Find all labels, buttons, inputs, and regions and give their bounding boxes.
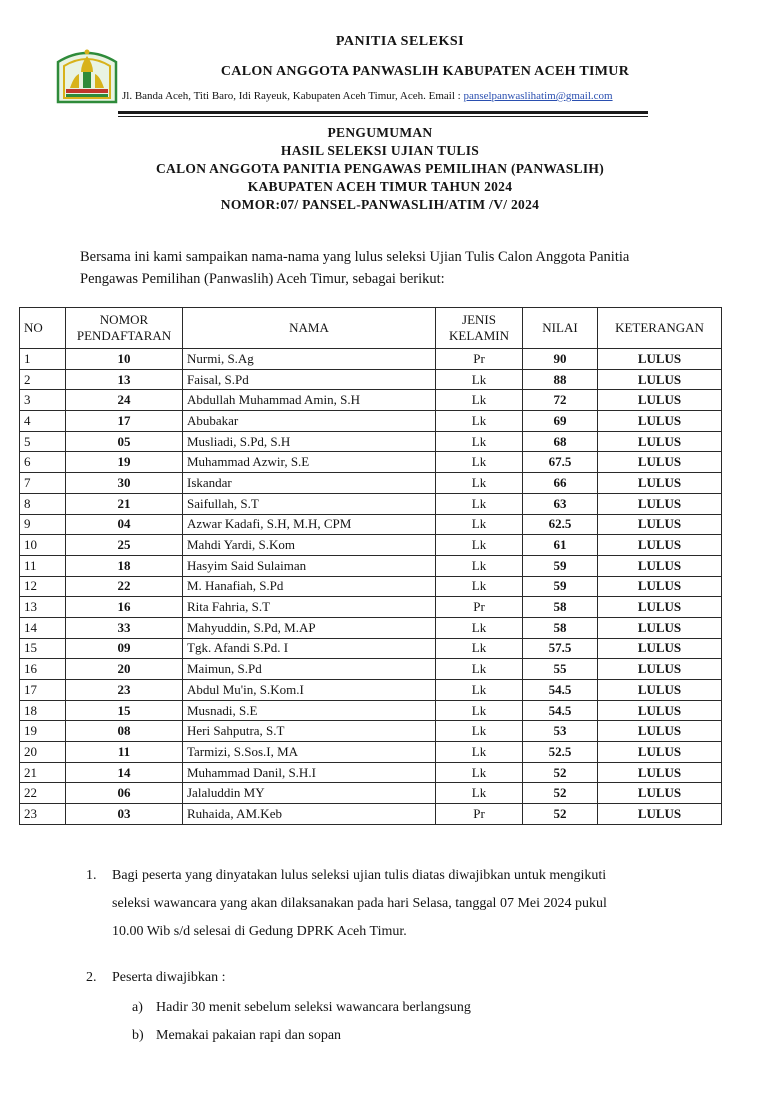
cell-no: 6 bbox=[20, 452, 66, 473]
table-row bbox=[20, 514, 722, 535]
cell-name: Tarmizi, S.Sos.I, MA bbox=[183, 742, 436, 763]
cell-gender: Lk bbox=[436, 576, 523, 597]
cell-score: 52.5 bbox=[523, 742, 598, 763]
cell-note: LULUS bbox=[598, 597, 722, 618]
cell-name: Hasyim Said Sulaiman bbox=[183, 555, 436, 576]
cell-name: Muhammad Danil, S.H.I bbox=[183, 762, 436, 783]
title-line4: KABUPATEN ACEH TIMUR TAHUN 2024 bbox=[247, 179, 513, 194]
cell-note: LULUS bbox=[598, 390, 722, 411]
cell-no: 5 bbox=[20, 431, 66, 452]
cell-gender: Lk bbox=[436, 638, 523, 659]
cell-gender: Lk bbox=[436, 555, 523, 576]
cell-score: 54.5 bbox=[523, 680, 598, 701]
cell-gender: Lk bbox=[436, 659, 523, 680]
cell-score: 66 bbox=[523, 473, 598, 494]
header-registration bbox=[66, 308, 183, 349]
header-no: NO bbox=[20, 308, 66, 349]
cell-registration: 33 bbox=[66, 617, 183, 638]
cell-gender: Lk bbox=[436, 452, 523, 473]
cell-score: 55 bbox=[523, 659, 598, 680]
cell-no: 14 bbox=[20, 617, 66, 638]
cell-name: Muhammad Azwir, S.E bbox=[183, 452, 436, 473]
cell-score: 54.5 bbox=[523, 700, 598, 721]
note-item-2 bbox=[86, 970, 226, 986]
cell-note: LULUS bbox=[598, 680, 722, 701]
cell-gender: Lk bbox=[436, 762, 523, 783]
cell-score: 57.5 bbox=[523, 638, 598, 659]
table-row bbox=[20, 390, 722, 411]
cell-note: LULUS bbox=[598, 369, 722, 390]
cell-name: Azwar Kadafi, S.H, M.H, CPM bbox=[183, 514, 436, 535]
table-row bbox=[20, 804, 722, 825]
sub-b-text: Memakai pakaian rapi dan sopan bbox=[156, 1028, 342, 1043]
cell-score: 68 bbox=[523, 431, 598, 452]
cell-registration: 08 bbox=[66, 721, 183, 742]
note-1-number: 1. bbox=[86, 868, 97, 883]
cell-note: LULUS bbox=[598, 349, 722, 370]
cell-registration: 16 bbox=[66, 597, 183, 618]
cell-score: 58 bbox=[523, 617, 598, 638]
cell-note: LULUS bbox=[598, 411, 722, 432]
cell-registration: 03 bbox=[66, 804, 183, 825]
cell-score: 72 bbox=[523, 390, 598, 411]
title-line1: PENGUMUMAN bbox=[327, 125, 433, 140]
cell-name: Abdul Mu'in, S.Kom.I bbox=[183, 680, 436, 701]
title-line5: NOMOR:07/ PANSEL-PANWASLIH/ATIM /V/ 2024 bbox=[220, 197, 540, 212]
cell-score: 52 bbox=[523, 804, 598, 825]
cell-registration: 10 bbox=[66, 349, 183, 370]
table-row bbox=[20, 597, 722, 618]
cell-registration: 20 bbox=[66, 659, 183, 680]
title-line3: CALON ANGGOTA PANITIA PENGAWAS PEMILIHAN (PANWASLIH) bbox=[155, 161, 605, 176]
table-row bbox=[20, 617, 722, 638]
cell-score: 61 bbox=[523, 535, 598, 556]
cell-no: 12 bbox=[20, 576, 66, 597]
cell-score: 62.5 bbox=[523, 514, 598, 535]
cell-score: 59 bbox=[523, 555, 598, 576]
cell-registration: 17 bbox=[66, 411, 183, 432]
cell-score: 58 bbox=[523, 597, 598, 618]
cell-registration: 18 bbox=[66, 555, 183, 576]
cell-score: 53 bbox=[523, 721, 598, 742]
cell-no: 20 bbox=[20, 742, 66, 763]
table-row bbox=[20, 493, 722, 514]
cell-gender: Lk bbox=[436, 473, 523, 494]
address-text: Jl. Banda Aceh, Titi Baro, Idi Rayeuk, Kabupaten Aceh Timur, Aceh. Email : bbox=[122, 90, 464, 102]
cell-gender: Lk bbox=[436, 680, 523, 701]
cell-no: 3 bbox=[20, 390, 66, 411]
note-1-text bbox=[112, 862, 706, 946]
cell-note: LULUS bbox=[598, 783, 722, 804]
cell-note: LULUS bbox=[598, 638, 722, 659]
cell-note: LULUS bbox=[598, 473, 722, 494]
cell-note: LULUS bbox=[598, 576, 722, 597]
table-row bbox=[20, 369, 722, 390]
cell-name: M. Hanafiah, S.Pd bbox=[183, 576, 436, 597]
cell-gender: Pr bbox=[436, 349, 523, 370]
intro-paragraph bbox=[80, 246, 700, 290]
cell-note: LULUS bbox=[598, 555, 722, 576]
announcement-title bbox=[0, 124, 760, 214]
cell-score: 67.5 bbox=[523, 452, 598, 473]
cell-name: Iskandar bbox=[183, 473, 436, 494]
table-row bbox=[20, 576, 722, 597]
cell-gender: Pr bbox=[436, 804, 523, 825]
letterhead-address bbox=[122, 90, 613, 102]
cell-no: 23 bbox=[20, 804, 66, 825]
cell-no: 8 bbox=[20, 493, 66, 514]
cell-gender: Pr bbox=[436, 597, 523, 618]
note-1-line2: seleksi wawancara yang akan dilaksanakan pada hari Selasa, tanggal 07 Mei 2024 pukul bbox=[112, 896, 607, 911]
cell-score: 90 bbox=[523, 349, 598, 370]
header-score: NILAI bbox=[523, 308, 598, 349]
cell-registration: 21 bbox=[66, 493, 183, 514]
cell-name: Ruhaida, AM.Keb bbox=[183, 804, 436, 825]
table-row bbox=[20, 638, 722, 659]
cell-note: LULUS bbox=[598, 742, 722, 763]
cell-no: 9 bbox=[20, 514, 66, 535]
note-2-sub-a bbox=[132, 1000, 471, 1016]
header-registration-line2: PENDAFTARAN bbox=[76, 328, 172, 343]
cell-name: Heri Sahputra, S.T bbox=[183, 721, 436, 742]
cell-gender: Lk bbox=[436, 390, 523, 411]
cell-note: LULUS bbox=[598, 659, 722, 680]
cell-registration: 04 bbox=[66, 514, 183, 535]
cell-no: 10 bbox=[20, 535, 66, 556]
cell-note: LULUS bbox=[598, 617, 722, 638]
results-table bbox=[19, 307, 722, 825]
table-row bbox=[20, 659, 722, 680]
cell-no: 15 bbox=[20, 638, 66, 659]
table-row bbox=[20, 680, 722, 701]
header-gender bbox=[436, 308, 523, 349]
cell-gender: Lk bbox=[436, 721, 523, 742]
cell-registration: 09 bbox=[66, 638, 183, 659]
cell-name: Saifullah, S.T bbox=[183, 493, 436, 514]
table-row bbox=[20, 700, 722, 721]
cell-note: LULUS bbox=[598, 493, 722, 514]
results-table-body bbox=[20, 349, 722, 825]
cell-score: 52 bbox=[523, 783, 598, 804]
table-row bbox=[20, 535, 722, 556]
letterhead-rule-thin bbox=[118, 116, 648, 117]
cell-no: 21 bbox=[20, 762, 66, 783]
email-link[interactable]: panselpanwaslihatim@gmail.com bbox=[463, 90, 613, 102]
table-row bbox=[20, 431, 722, 452]
table-row bbox=[20, 452, 722, 473]
cell-gender: Lk bbox=[436, 514, 523, 535]
cell-name: Musliadi, S.Pd, S.H bbox=[183, 431, 436, 452]
cell-no: 16 bbox=[20, 659, 66, 680]
cell-note: LULUS bbox=[598, 535, 722, 556]
cell-note: LULUS bbox=[598, 762, 722, 783]
table-row bbox=[20, 762, 722, 783]
cell-no: 2 bbox=[20, 369, 66, 390]
table-row bbox=[20, 555, 722, 576]
cell-no: 19 bbox=[20, 721, 66, 742]
letterhead-rule-thick bbox=[118, 111, 648, 114]
header-name: NAMA bbox=[183, 308, 436, 349]
cell-no: 22 bbox=[20, 783, 66, 804]
cell-note: LULUS bbox=[598, 514, 722, 535]
cell-name: Faisal, S.Pd bbox=[183, 369, 436, 390]
note-2-number: 2. bbox=[86, 970, 97, 985]
cell-name: Maimun, S.Pd bbox=[183, 659, 436, 680]
cell-no: 1 bbox=[20, 349, 66, 370]
cell-gender: Lk bbox=[436, 369, 523, 390]
cell-name: Abdullah Muhammad Amin, S.H bbox=[183, 390, 436, 411]
header-gender-line1: JENIS bbox=[462, 312, 496, 327]
note-2-sub-b bbox=[132, 1028, 341, 1044]
table-row bbox=[20, 473, 722, 494]
table-row bbox=[20, 411, 722, 432]
org-title-line1: PANITIA SELEKSI bbox=[335, 34, 465, 49]
cell-name: Abubakar bbox=[183, 411, 436, 432]
note-1-line3: 10.00 Wib s/d selesai di Gedung DPRK Aceh Timur. bbox=[112, 924, 407, 939]
cell-name: Mahyuddin, S.Pd, M.AP bbox=[183, 617, 436, 638]
cell-no: 17 bbox=[20, 680, 66, 701]
table-row bbox=[20, 742, 722, 763]
intro-line2: Pengawas Pemilihan (Panwaslih) Aceh Timur, sebagai berikut: bbox=[80, 271, 445, 287]
cell-note: LULUS bbox=[598, 700, 722, 721]
cell-no: 4 bbox=[20, 411, 66, 432]
table-row bbox=[20, 783, 722, 804]
table-row bbox=[20, 349, 722, 370]
sub-a-label: a) bbox=[132, 1000, 143, 1015]
cell-registration: 06 bbox=[66, 783, 183, 804]
cell-registration: 22 bbox=[66, 576, 183, 597]
cell-note: LULUS bbox=[598, 721, 722, 742]
header-registration-line1: NOMOR bbox=[99, 312, 149, 327]
note-1-line1: Bagi peserta yang dinyatakan lulus seleksi ujian tulis diatas diwajibkan untuk mengikuti bbox=[112, 868, 607, 883]
cell-score: 59 bbox=[523, 576, 598, 597]
cell-no: 11 bbox=[20, 555, 66, 576]
cell-registration: 14 bbox=[66, 762, 183, 783]
cell-gender: Lk bbox=[436, 617, 523, 638]
cell-score: 63 bbox=[523, 493, 598, 514]
cell-note: LULUS bbox=[598, 804, 722, 825]
cell-score: 69 bbox=[523, 411, 598, 432]
cell-gender: Lk bbox=[436, 783, 523, 804]
cell-name: Tgk. Afandi S.Pd. I bbox=[183, 638, 436, 659]
cell-gender: Lk bbox=[436, 742, 523, 763]
cell-registration: 15 bbox=[66, 700, 183, 721]
table-row bbox=[20, 721, 722, 742]
cell-note: LULUS bbox=[598, 431, 722, 452]
cell-name: Nurmi, S.Ag bbox=[183, 349, 436, 370]
cell-gender: Lk bbox=[436, 411, 523, 432]
cell-registration: 13 bbox=[66, 369, 183, 390]
cell-score: 88 bbox=[523, 369, 598, 390]
cell-name: Musnadi, S.E bbox=[183, 700, 436, 721]
cell-registration: 23 bbox=[66, 680, 183, 701]
table-header-row bbox=[20, 308, 722, 349]
cell-registration: 30 bbox=[66, 473, 183, 494]
cell-name: Rita Fahria, S.T bbox=[183, 597, 436, 618]
header-gender-line2: KELAMIN bbox=[449, 328, 509, 343]
cell-gender: Lk bbox=[436, 431, 523, 452]
cell-registration: 24 bbox=[66, 390, 183, 411]
cell-name: Mahdi Yardi, S.Kom bbox=[183, 535, 436, 556]
cell-registration: 11 bbox=[66, 742, 183, 763]
note-item-1 bbox=[86, 862, 706, 946]
cell-registration: 05 bbox=[66, 431, 183, 452]
cell-registration: 25 bbox=[66, 535, 183, 556]
cell-gender: Lk bbox=[436, 493, 523, 514]
header-note: KETERANGAN bbox=[598, 308, 722, 349]
cell-registration: 19 bbox=[66, 452, 183, 473]
cell-gender: Lk bbox=[436, 535, 523, 556]
cell-no: 18 bbox=[20, 700, 66, 721]
cell-no: 7 bbox=[20, 473, 66, 494]
intro-line1: Bersama ini kami sampaikan nama-nama yang lulus seleksi Ujian Tulis Calon Anggota Panitia bbox=[80, 249, 630, 265]
cell-score: 52 bbox=[523, 762, 598, 783]
title-line2: HASIL SELEKSI UJIAN TULIS bbox=[280, 143, 480, 158]
sub-b-label: b) bbox=[132, 1028, 144, 1043]
sub-a-text: Hadir 30 menit sebelum seleksi wawancara berlangsung bbox=[156, 1000, 471, 1015]
cell-note: LULUS bbox=[598, 452, 722, 473]
org-title-line2: CALON ANGGOTA PANWASLIH KABUPATEN ACEH TIMUR bbox=[220, 64, 630, 79]
cell-gender: Lk bbox=[436, 700, 523, 721]
cell-no: 13 bbox=[20, 597, 66, 618]
cell-name: Jalaluddin MY bbox=[183, 783, 436, 804]
note-2-text: Peserta diwajibkan : bbox=[112, 970, 226, 985]
